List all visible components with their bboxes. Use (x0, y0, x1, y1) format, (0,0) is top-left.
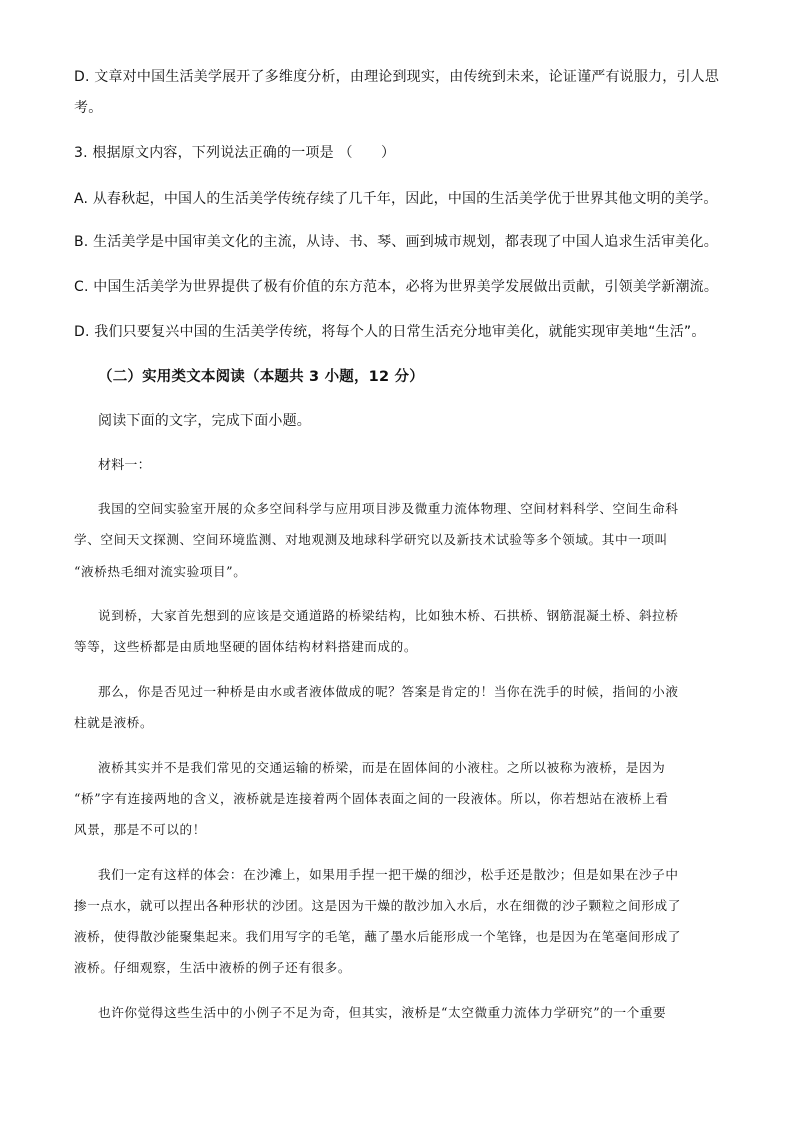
paragraph-4-line-3: 风景，那是不可以的！ (74, 822, 206, 837)
paragraph-1-line-3: “液桥热毛细对流实验项目”。 (74, 564, 247, 579)
paragraph-5-line-1: 我们一定有这样的体会：在沙滩上，如果用手捏一把干燥的细沙，松手还是散沙；但是如果在沙子中 (98, 867, 679, 882)
question-3-option-b: B. 生活美学是中国审美文化的主流，从诗、书、琴、画到城市规划，都表现了中国人追求生活审美化。 (74, 234, 718, 250)
paragraph-5-line-4: 液桥。仔细观察，生活中液桥的例子还有很多。 (74, 960, 352, 975)
paragraph-1-line-2: 学、空间天文探测、空间环境监测、对地观测及地球科学研究以及新技术试验等多个领域。其中一项叫 (74, 532, 668, 547)
question-3-stem: 3. 根据原文内容，下列说法正确的一项是 （ ） (74, 145, 396, 161)
paragraph-5-line-2: 掺一点水，就可以捏出各种形状的沙团。这是因为干燥的散沙加入水后，水在细微的沙子颗粒之间形成了 (74, 898, 681, 913)
paragraph-5-line-3: 液桥，使得散沙能聚集起来。我们用写字的毛笔，蘸了墨水后能形成一个笔锋，也是因为在笔毫间形成了 (74, 929, 681, 944)
paragraph-4-line-1: 液桥其实并不是我们常见的交通运输的桥梁，而是在固体间的小液柱。之所以被称为液桥，是因为 (98, 760, 666, 775)
option-d-line-1: D. 文章对中国生活美学展开了多维度分析，由理论到现实，由传统到未来，论证谨严有说服力，引人思 (74, 69, 720, 85)
paragraph-4-line-2: “桥”字有连接两地的含义，液桥就是连接着两个固体表面之间的一段液体。所以，你若想站在液桥上看 (74, 791, 669, 806)
question-3-option-c: C. 中国生活美学为世界提供了极有价值的东方范本，必将为世界美学发展做出贡献，引领美学新潮流。 (74, 279, 719, 295)
option-d-line-2: 考。 (74, 100, 103, 116)
material-label: 材料一： (98, 458, 151, 473)
paragraph-2-line-2: 等等，这些桥都是由质地坚硬的固体结构材料搭建而成的。 (74, 639, 418, 654)
paragraph-3-line-2: 柱就是液桥。 (74, 715, 154, 730)
paragraph-3-line-1: 那么，你是否见过一种桥是由水或者液体做成的呢？答案是肯定的！当你在洗手的时候，指间的小液 (98, 684, 679, 699)
reading-instruction: 阅读下面的文字，完成下面小题。 (98, 413, 311, 429)
section-heading: （二）实用类文本阅读（本题共 3 小题，12 分） (98, 369, 424, 385)
question-3-option-a: A. 从春秋起，中国人的生活美学传统存续了几千年，因此，中国的生活美学优于世界其他文明的美学。 (74, 191, 718, 207)
question-3-option-d: D. 我们只要复兴中国的生活美学传统，将每个人的日常生活充分地审美化，就能实现审美地“生活”。 (74, 324, 706, 340)
paragraph-1-line-1: 我国的空间实验室开展的众多空间科学与应用项目涉及微重力流体物理、空间材料科学、空间生命科 (98, 501, 679, 516)
paragraph-6-line-1: 也许你觉得这些生活中的小例子不足为奇，但其实，液桥是“太空微重力流体力学研究”的一个重要 (98, 1005, 667, 1020)
paragraph-2-line-1: 说到桥，大家首先想到的应该是交通道路的桥梁结构，比如独木桥、石拱桥、钢筋混凝土桥、斜拉桥 (98, 608, 679, 623)
